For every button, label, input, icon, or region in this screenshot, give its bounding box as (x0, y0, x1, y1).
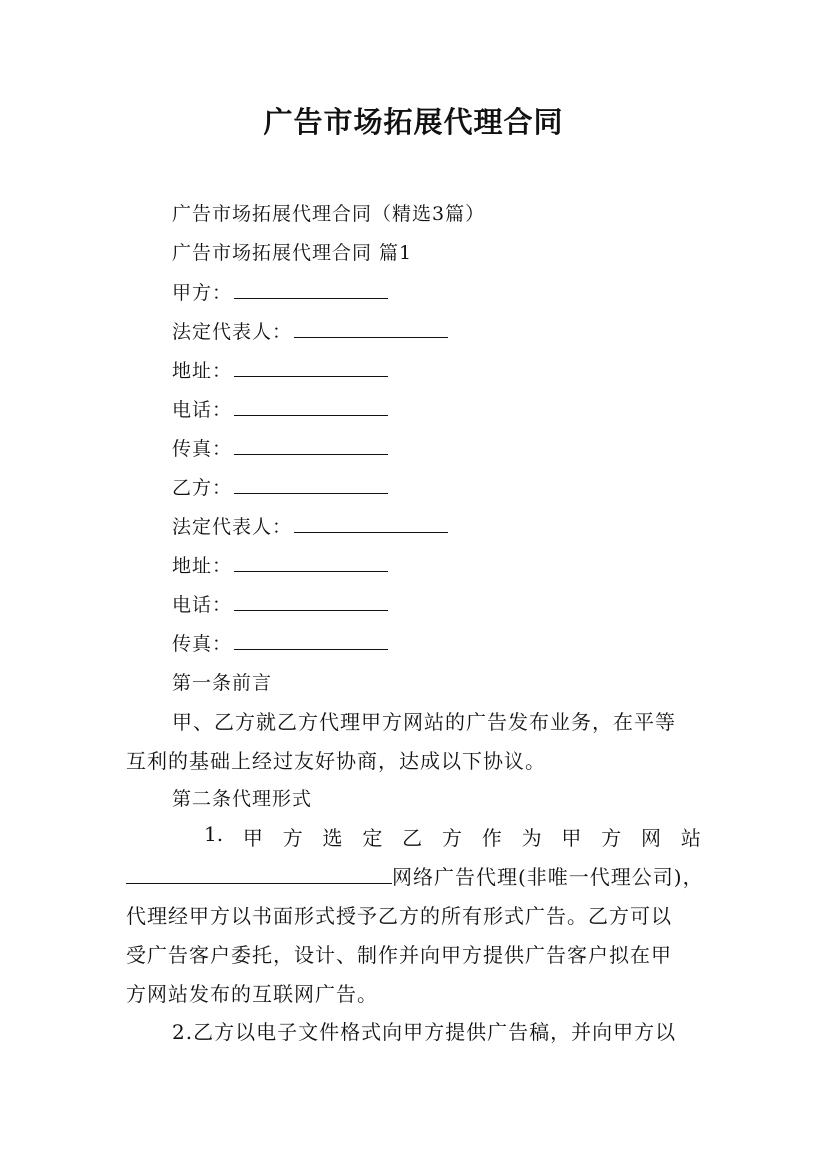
party-b-name-label: 乙方： (172, 477, 233, 499)
item-1-line-1-char: 定 (362, 826, 383, 850)
party-b-phone-field (172, 590, 388, 617)
party-a-rep-blank (294, 319, 448, 338)
website-name-blank (126, 865, 392, 884)
document-subtitle: 广告市场拓展代理合同（精选3篇） (172, 203, 486, 225)
party-a-fax-blank (234, 436, 388, 455)
party-b-rep-blank (294, 514, 448, 533)
article-1-paragraph-line-1: 甲、乙方就乙方代理甲方网站的广告发布业务，在平等 (172, 710, 676, 734)
article-1-heading: 第一条前言 (172, 672, 273, 694)
item-1-line-1-char: 网 (641, 826, 662, 850)
item-1-line-1-char: 作 (481, 826, 502, 850)
party-b-phone-blank (234, 592, 388, 611)
item-2-line-1: 2.乙方以电子文件格式向甲方提供广告稿，并向甲方以 (172, 1020, 677, 1044)
item-1-line-1-char: 1. (204, 822, 224, 846)
party-b-fax-field (172, 629, 388, 656)
article-1-paragraph-line-2: 互利的基础上经过友好协商，达成以下协议。 (126, 749, 546, 773)
item-1-line-1-char: 甲 (242, 826, 263, 850)
party-a-address-label: 地址： (172, 360, 233, 382)
article-2-heading: 第二条代理形式 (172, 788, 313, 810)
item-1-line-1-char: 选 (322, 826, 343, 850)
party-a-phone-label: 电话： (172, 399, 233, 421)
party-b-fax-label: 传真： (172, 633, 233, 655)
item-1-line-2 (126, 861, 704, 890)
item-1-line-1-char: 方 (601, 826, 622, 850)
item-1-line-1-char: 方 (282, 826, 303, 850)
party-a-address-field (172, 356, 388, 383)
party-a-phone-blank (234, 397, 388, 416)
item-1-line-1-char: 甲 (561, 826, 582, 850)
party-a-phone-field (172, 395, 388, 422)
item-1-line-1-char: 乙 (402, 826, 423, 850)
party-a-name-field (172, 278, 388, 305)
party-b-rep-label: 法定代表人： (172, 516, 293, 538)
party-a-name-label: 甲方： (172, 282, 233, 304)
item-1-line-5: 方网站发布的互联网广告。 (126, 982, 378, 1006)
party-a-fax-field (172, 434, 388, 461)
party-a-address-blank (234, 358, 388, 377)
item-1-line-4: 受广告客户委托，设计、制作并向甲方提供广告客户拟在甲 (126, 943, 672, 967)
party-a-name-blank (234, 280, 388, 299)
party-b-address-label: 地址： (172, 555, 233, 577)
item-1-line-2-text: 网络广告代理(非唯一代理公司)， (392, 865, 704, 889)
party-b-address-field (172, 551, 388, 578)
party-a-rep-field (172, 317, 448, 344)
party-b-rep-field (172, 512, 448, 539)
chapter-heading: 广告市场拓展代理合同 篇1 (172, 242, 413, 264)
item-1-line-1-char: 方 (441, 826, 462, 850)
document-title: 广告市场拓展代理合同 (263, 105, 564, 139)
party-b-fax-blank (234, 631, 388, 650)
item-1-line-3: 代理经甲方以书面形式授予乙方的所有形式广告。乙方可以 (126, 904, 672, 928)
party-a-rep-label: 法定代表人： (172, 321, 293, 343)
item-1-line-1 (204, 822, 701, 851)
party-a-fax-label: 传真： (172, 438, 233, 460)
party-b-name-blank (234, 475, 388, 494)
item-1-line-1-char: 站 (680, 826, 701, 850)
party-b-phone-label: 电话： (172, 594, 233, 616)
party-b-name-field (172, 473, 388, 500)
item-1-line-1-char: 为 (521, 826, 542, 850)
party-b-address-blank (234, 553, 388, 572)
